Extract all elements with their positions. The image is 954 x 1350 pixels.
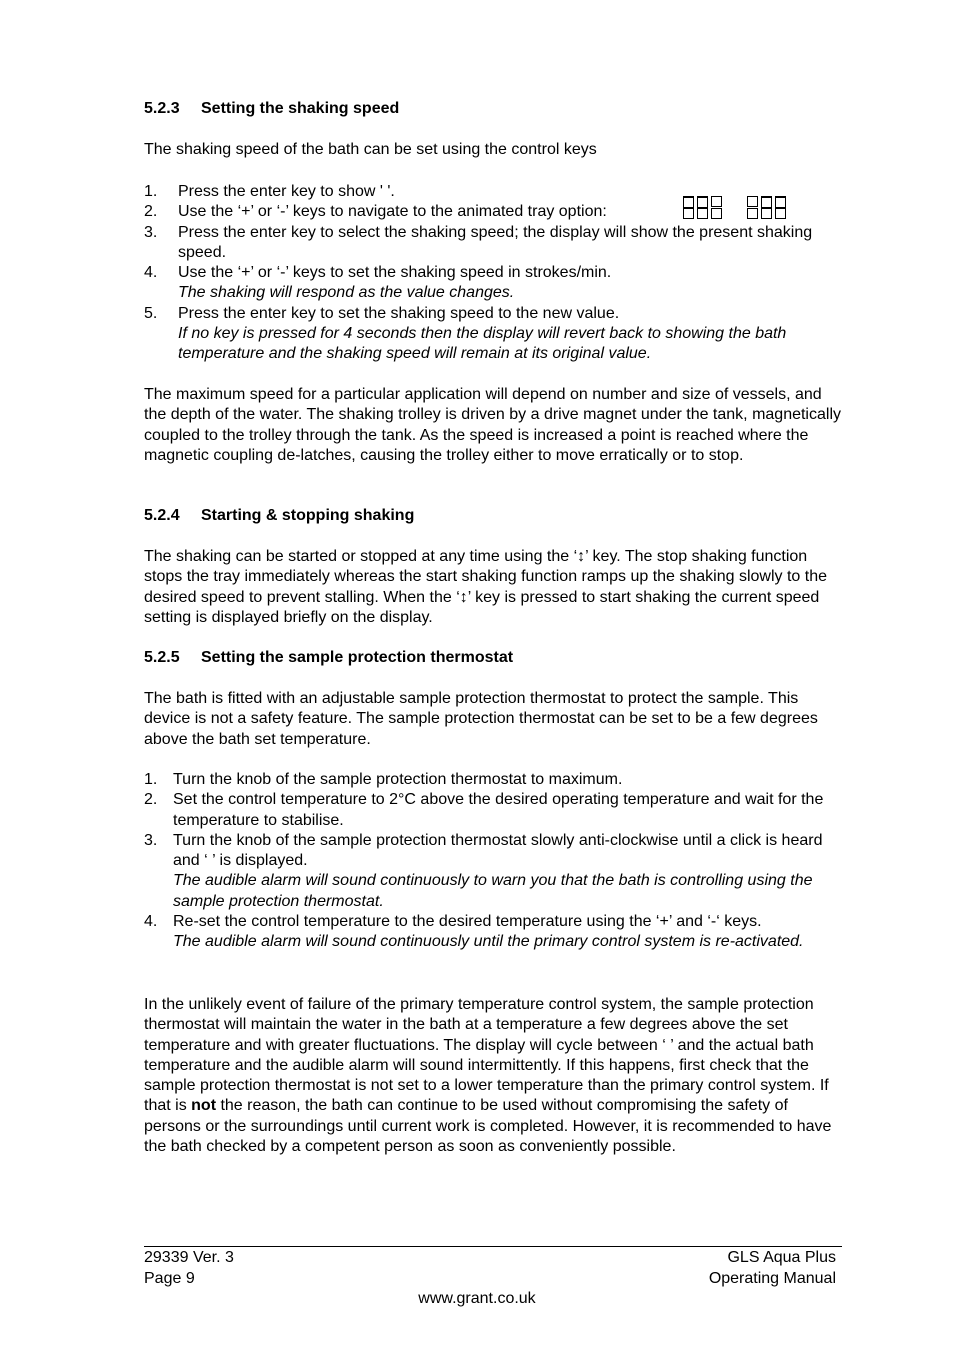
list-item: 3. Press the enter key to select the shaking speed; the display will show the present shaking speed.	[144, 223, 813, 261]
section-title: Starting & stopping shaking	[201, 507, 415, 524]
emphasis-not: not	[191, 1097, 217, 1115]
section-5-2-4-paragraph: The shaking can be started or stopped at any time using the ‘↕’ key. The stop shaking function stops the tray immediately whereas the start shaking function ramps up the shaking slowly to the desired speed to prevent stalling. When the ‘↕’ key is pressed to start shaking the current speed setting is displayed briefly on the display.	[144, 548, 828, 626]
section-number: 5.2.3	[144, 100, 180, 117]
section-title: Setting the sample protection thermostat	[201, 649, 514, 666]
animated-tray-display-icon	[682, 195, 723, 221]
list-item: 1. Turn the knob of the sample protection thermostat to maximum.	[144, 771, 623, 788]
footer-divider	[144, 1246, 842, 1247]
list-item: 2. Use the ‘+’ or ‘-’ keys to navigate to the animated tray option:	[144, 203, 607, 221]
section-5-2-5-intro: The bath is fitted with an adjustable sample protection thermostat to protect the sample. This device is not a safety feature. The sample protection thermostat can be set to be a few degrees above the bath set temperature.	[144, 690, 818, 748]
list-item: 3. Turn the knob of the sample protection thermostat slowly anti-clockwise until a click is heard and ‘ ’ is displayed. The audible alarm will sound continuously to warn you that the bath is controlling using the sample protection thermostat.	[144, 831, 823, 910]
lcd-digit	[696, 195, 709, 221]
list-item: 5. Press the enter key to set the shaking speed to the new value. If no key is pressed for 4 seconds then the display will revert back to showing the bath temperature and the shaking speed will remain at its original value.	[144, 304, 787, 363]
section-number: 5.2.4	[144, 507, 180, 524]
protection-thermostat-steps	[144, 770, 844, 953]
footer-page-number: Page 9	[144, 1270, 195, 1287]
lcd-digit	[682, 195, 695, 221]
list-item: 4. Re-set the control temperature to the desired temperature using the ‘+’ and ‘-‘ keys. The audible alarm will sound continuously until the primary control system is re-activated.	[144, 913, 804, 951]
animated-tray-display-icon	[746, 195, 787, 221]
section-5-2-3-paragraph: The maximum speed for a particular application will depend on number and size of vessels, and the depth of the water. The shaking trolley is driven by a drive magnet under the tank, magnetically coupled to the trolley through the tank. As the speed is increased a point is reached where the magnetic coupling de-latches, causing the trolley either to move erratically or to stop.	[144, 386, 841, 464]
footer-website: www.grant.co.uk	[418, 1290, 536, 1307]
footer-product-name: GLS Aqua Plus	[727, 1249, 836, 1266]
section-5-2-5-heading	[144, 648, 513, 668]
lcd-digit	[774, 195, 787, 221]
section-number: 5.2.5	[144, 649, 180, 666]
shaking-speed-steps	[144, 182, 844, 365]
section-title: Setting the shaking speed	[201, 100, 400, 117]
section-5-2-4-heading	[144, 506, 414, 526]
section-5-2-5-paragraph: In the unlikely event of failure of the primary temperature control system, the sample protection thermostat will maintain the water in the bath at a temperature a few degrees above the set temperature and with greater fluctuations. The display will cycle between ‘ ’ and the actual bath temperature and the audible alarm will sound intermittently. If this happens, first check that the sample protection thermostat is not set to a lower temperature than the primary control system. If that is not the reason, the bath can continue to be used without compromising the safety of persons or the surroundings until current work is completed. However, it is recommended to have the bath checked by a competent person as soon as conveniently possible.	[144, 996, 832, 1156]
list-item: 4. Use the ‘+’ or ‘-’ keys to set the shaking speed in strokes/min. The shaking will respond as the value changes.	[144, 264, 612, 302]
section-5-2-3-intro: The shaking speed of the bath can be set using the control keys	[144, 141, 597, 158]
footer-doc-ref: 29339 Ver. 3	[144, 1249, 234, 1266]
list-item: 2. Set the control temperature to 2°C above the desired operating temperature and wait for the temperature to stabilise.	[144, 791, 824, 829]
footer-manual-title: Operating Manual	[708, 1270, 836, 1287]
section-5-2-3-heading	[144, 99, 399, 119]
lcd-digit	[746, 195, 759, 221]
lcd-digit	[760, 195, 773, 221]
lcd-digit	[710, 195, 723, 221]
list-item: 1. Press the enter key to show ' '.	[144, 183, 395, 200]
